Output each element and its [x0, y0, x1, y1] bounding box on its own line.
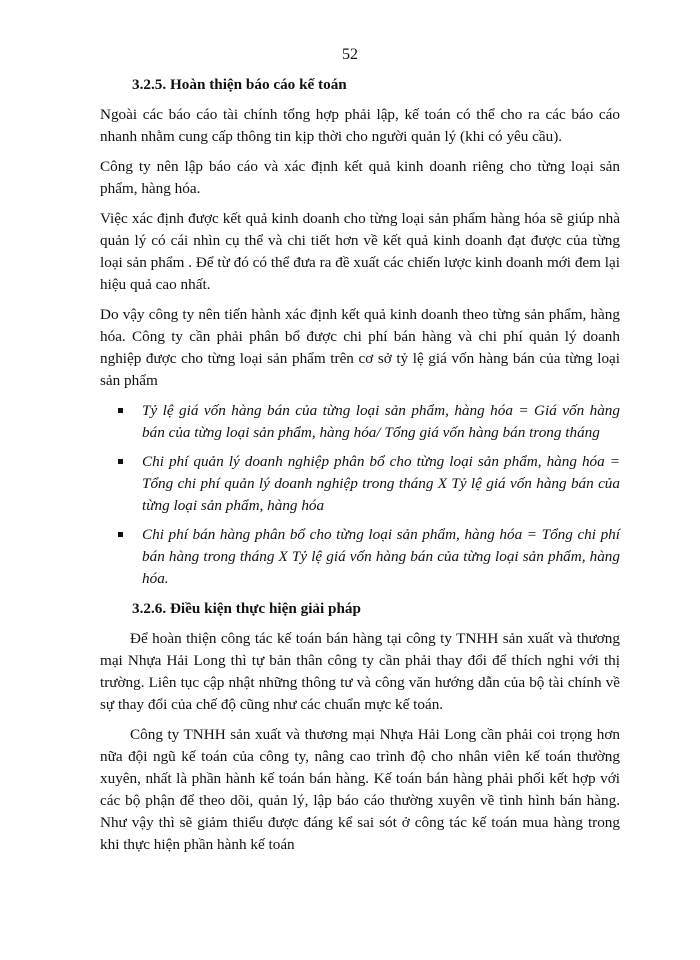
page-content [100, 74, 620, 864]
bullet-item [100, 524, 620, 590]
bullet-item [100, 400, 620, 444]
paragraph: Công ty TNHH sản xuất và thương mại Nhựa Hải Long cần phải coi trọng hơn nữa đội ngũ kế toán của công ty, nâng cao trình độ cho nhân viên kế toán thường xuyên, nhất là phần hành kế toán bán hàng. Kế toán bán hàng phải phối kết hợp với các bộ phận để theo dõi, quản lý, lập báo cáo thường xuyên về tình hình bán hàng. Như vậy thì sẽ giảm thiểu được đáng kể sai sót ở công tác kế toán mua hàng trong khi thực hiện phần hành kế toán [100, 726, 620, 853]
square-bullet-icon [118, 532, 123, 537]
section-heading-3-2-5: 3.2.5. Hoàn thiện báo cáo kế toán [132, 76, 347, 93]
section-heading-3-2-6: 3.2.6. Điều kiện thực hiện giải pháp [132, 600, 361, 617]
paragraph: Do vậy công ty nên tiến hành xác định kết quả kinh doanh theo từng sản phẩm, hàng hóa. Công ty cần phải phân bổ được chi phí bán hàng và chi phí quản lý doanh nghiệp được cho từng loại sản phẩm trên cơ sở tỷ lệ giá vốn hàng bán của từng loại sản phẩm [100, 306, 620, 389]
square-bullet-icon [118, 408, 123, 413]
page-number: 52 [342, 46, 358, 63]
bullet-text: Chi phí quản lý doanh nghiệp phân bổ cho từng loại sản phẩm, hàng hóa = Tổng chi phí quản lý doanh nghiệp trong tháng X Tỷ lệ giá vốn hàng bán của từng loại sản phẩm, hàng hóa [142, 453, 620, 514]
bullet-text: Chi phí bán hàng phân bổ cho từng loại sản phẩm, hàng hóa = Tổng chi phí bán hàng trong tháng X Tỷ lệ giá vốn hàng bán của từng loại sản phẩm, hàng hóa. [142, 526, 620, 587]
paragraph: Để hoàn thiện công tác kế toán bán hàng tại công ty TNHH sản xuất và thương mại Nhựa Hải Long thì tự bản thân công ty cần phải thay đổi để thích nghi với thị trường. Liên tục cập nhật những thông tư và công văn hướng dẫn của bộ tài chính về sự thay đổi của chế độ cũng như các chuẩn mực kế toán. [100, 630, 620, 713]
bullet-item [100, 451, 620, 517]
paragraph: Việc xác định được kết quả kinh doanh cho từng loại sản phẩm hàng hóa sẽ giúp nhà quản lý có cái nhìn cụ thể và chi tiết hơn về kết quả kinh doanh đạt được của từng loại sản phẩm . Để từ đó có thể đưa ra đề xuất các chiến lược kinh doanh mới đem lại hiệu quả cao nhất. [100, 210, 620, 293]
paragraph: Ngoài các báo cáo tài chính tổng hợp phải lập, kế toán có thể cho ra các báo cáo nhanh nhằm cung cấp thông tin kịp thời cho người quản lý (khi có yêu cầu). [100, 106, 620, 145]
square-bullet-icon [118, 459, 123, 464]
bullet-text: Tỷ lệ giá vốn hàng bán của từng loại sản phẩm, hàng hóa = Giá vốn hàng bán của từng loại sản phẩm, hàng hóa/ Tổng giá vốn hàng bán trong tháng [142, 402, 620, 441]
formula-bullet-list [100, 400, 620, 590]
paragraph: Công ty nên lập báo cáo và xác định kết quả kinh doanh riêng cho từng loại sản phẩm, hàng hóa. [100, 158, 620, 197]
